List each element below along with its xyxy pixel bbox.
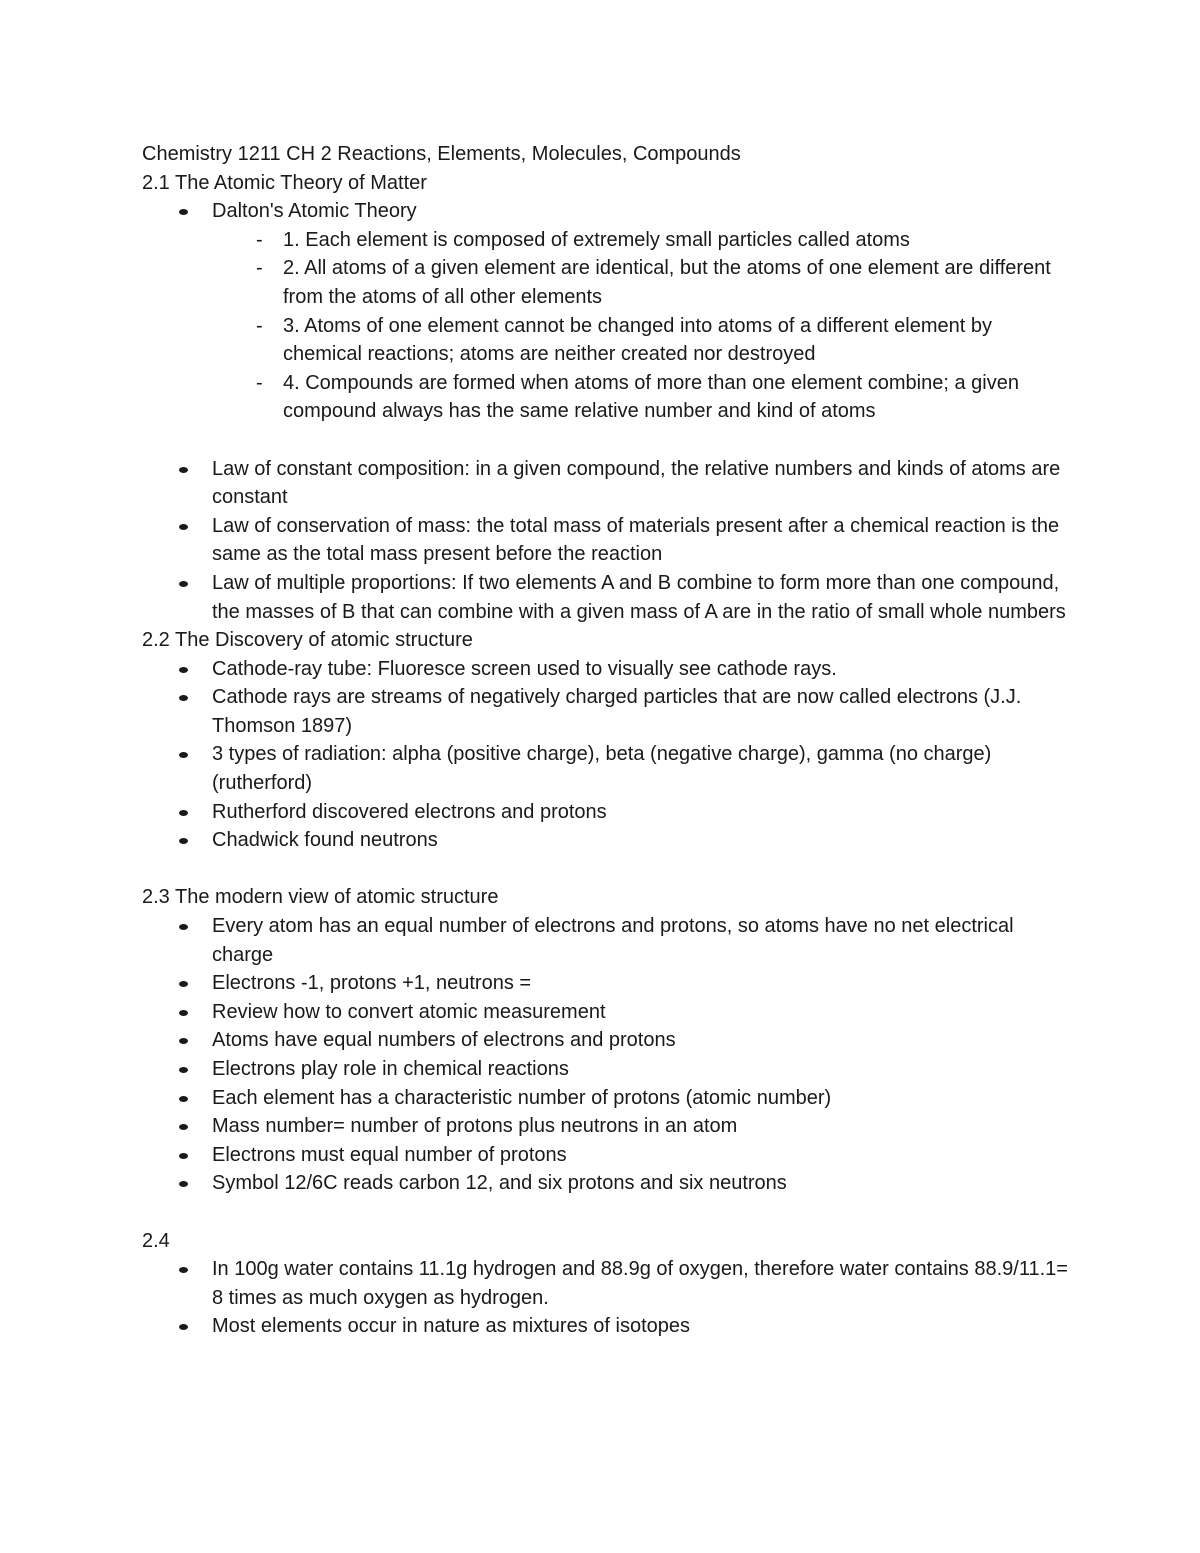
bullet-icon (179, 1153, 188, 1159)
blank-line (142, 426, 1072, 455)
section-heading-2-1: 2.1 The Atomic Theory of Matter (142, 171, 427, 194)
section-heading-2-2: 2.2 The Discovery of atomic structure (142, 629, 473, 652)
bullet-icon (179, 752, 188, 758)
dalton-theory-label: Dalton's Atomic Theory (212, 200, 417, 223)
dalton-points-list (142, 226, 1072, 426)
dalton-point: 4. Compounds are formed when atoms of more than one element combine; a given compound always has the same relative number and kind of atoms (283, 371, 1019, 423)
bullet-icon (179, 1010, 188, 1016)
item-text: Every atom has an equal number of electrons and protons, so atoms have no net electrical charge (212, 915, 1014, 966)
item-text: In 100g water contains 11.1g hydrogen and 88.9g of oxygen, therefore water contains 88.9/11.1= 8 times as much oxygen as hydrogen. (212, 1258, 1068, 1309)
bullet-icon (179, 467, 188, 473)
dalton-point: 1. Each element is composed of extremely small particles called atoms (283, 228, 910, 251)
list-item (142, 1169, 1072, 1198)
blank-line (142, 1198, 1072, 1227)
list-item (142, 1084, 1072, 1113)
bullet-icon (179, 695, 188, 701)
dash-icon: - (256, 371, 263, 394)
item-text: Most elements occur in nature as mixtures of isotopes (212, 1315, 690, 1338)
section-heading-2-4: 2.4 (142, 1229, 170, 1252)
law-text: Law of conservation of mass: the total mass of materials present after a chemical reaction is the same as the total mass present before the reaction (212, 514, 1060, 566)
bullet-icon (179, 524, 188, 530)
document-page (142, 140, 1072, 1341)
list-item (142, 1026, 1072, 1055)
dash-icon: - (256, 228, 263, 251)
section-2-1-list (142, 197, 1072, 226)
section-heading-2-3: 2.3 The modern view of atomic structure (142, 886, 499, 909)
laws-list (142, 455, 1072, 627)
bullet-icon (179, 810, 188, 816)
item-text: Cathode rays are streams of negatively charged particles that are now called electrons (J.J. Thomson 1897) (212, 686, 1022, 737)
bullet-icon (179, 581, 188, 587)
list-item (142, 683, 1072, 740)
bullet-icon (179, 1096, 188, 1102)
item-text: Symbol 12/6C reads carbon 12, and six protons and six neutrons (212, 1172, 787, 1195)
section-2-4-list (142, 1255, 1072, 1341)
list-item (142, 1141, 1072, 1170)
item-text: Electrons play role in chemical reactions (212, 1058, 569, 1080)
dash-icon: - (256, 257, 263, 280)
section-2-3-list (142, 912, 1072, 1198)
list-item (142, 912, 1072, 969)
blank-line (142, 855, 1072, 884)
bullet-icon (179, 1324, 188, 1330)
list-item (142, 998, 1072, 1027)
section-2-2-list (142, 655, 1072, 855)
item-text: Electrons must equal number of protons (212, 1143, 567, 1166)
dalton-point: 3. Atoms of one element cannot be changed into atoms of a different element by chemical reactions; atoms are neither created nor destroyed (283, 314, 992, 366)
list-item (142, 1255, 1072, 1312)
item-text: Rutherford discovered electrons and protons (212, 800, 607, 823)
document-title: Chemistry 1211 CH 2 Reactions, Elements, Molecules, Compounds (142, 143, 741, 165)
bullet-icon (179, 1267, 188, 1273)
list-item (142, 197, 1072, 226)
list-item (142, 512, 1072, 569)
item-text: 3 types of radiation: alpha (positive charge), beta (negative charge), gamma (no charge) (rutherford) (212, 743, 992, 795)
item-text: Each element has a characteristic number of protons (atomic number) (212, 1086, 832, 1109)
bullet-icon (179, 981, 188, 987)
list-item (142, 369, 1072, 426)
bullet-icon (179, 1181, 188, 1187)
list-item (142, 226, 1072, 255)
bullet-icon (179, 209, 188, 215)
list-item (142, 826, 1072, 855)
item-text: Atoms have equal numbers of electrons and protons (212, 1029, 676, 1052)
bullet-icon (179, 1124, 188, 1130)
list-item (142, 798, 1072, 827)
list-item (142, 655, 1072, 684)
bullet-icon (179, 667, 188, 673)
list-item (142, 1112, 1072, 1141)
item-text: Review how to convert atomic measurement (212, 1000, 606, 1023)
list-item (142, 254, 1072, 311)
item-text: Cathode-ray tube: Fluoresce screen used to visually see cathode rays. (212, 657, 837, 680)
bullet-icon (179, 1067, 188, 1073)
bullet-icon (179, 924, 188, 930)
list-item (142, 312, 1072, 369)
list-item (142, 569, 1072, 626)
list-item (142, 969, 1072, 998)
item-text: Chadwick found neutrons (212, 829, 438, 852)
law-text: Law of constant composition: in a given compound, the relative numbers and kinds of atoms are constant (212, 457, 1061, 509)
list-item (142, 1312, 1072, 1341)
law-text: Law of multiple proportions: If two elements A and B combine to form more than one compound, the masses of B that can combine with a given mass of A are in the ratio of small whole numbers (212, 571, 1066, 623)
list-item (142, 1055, 1072, 1084)
list-item (142, 740, 1072, 797)
bullet-icon (179, 1038, 188, 1044)
dash-icon: - (256, 314, 263, 337)
item-text: Electrons -1, protons +1, neutrons = (212, 972, 532, 995)
bullet-icon (179, 838, 188, 844)
item-text: Mass number= number of protons plus neutrons in an atom (212, 1115, 738, 1138)
dalton-point: 2. All atoms of a given element are identical, but the atoms of one element are different from the atoms of all other elements (283, 257, 1051, 308)
list-item (142, 455, 1072, 512)
